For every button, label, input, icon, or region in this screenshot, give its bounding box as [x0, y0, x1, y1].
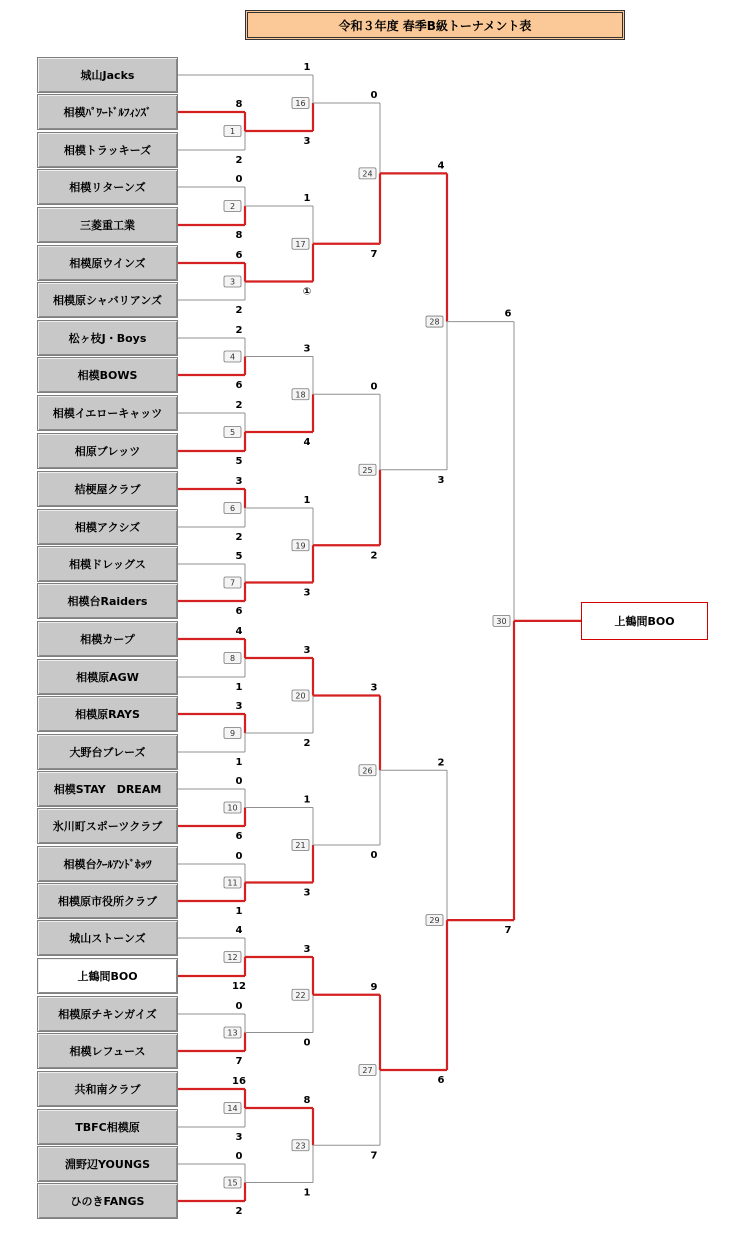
match-number: 11 [227, 878, 238, 888]
match-number: 24 [362, 169, 373, 179]
score-label: 3 [235, 1132, 243, 1143]
team-box: 相模原チキンガイズ [37, 996, 178, 1032]
team-box: 氷川町スポーツクラブ [37, 808, 178, 844]
team-box: 相模原シャバリアンズ [37, 282, 178, 318]
score-label: 1 [303, 62, 311, 73]
match-number: 16 [295, 99, 306, 108]
team-box: 上鶴間BOO [37, 958, 178, 994]
team-box: 相模カープ [37, 621, 178, 657]
score-label: 3 [303, 887, 311, 899]
team-box: 相模ﾊﾟﾜｰﾄﾞﾙﾌｨﾝｽﾞ [37, 94, 178, 130]
team-box: 大野台ブレーズ [37, 734, 178, 770]
score-label: 6 [235, 831, 243, 842]
score-label: 0 [235, 174, 243, 185]
match-number: 30 [496, 616, 507, 626]
team-box: 相模台Raiders [37, 583, 178, 619]
team-box: 相模台ｸｰﾙｱﾝﾄﾞﾎｯﾂ [37, 846, 178, 882]
score-label: 2 [235, 400, 243, 411]
score-label: 7 [370, 1150, 378, 1162]
score-label: 3 [437, 474, 445, 486]
score-label: 6 [504, 308, 512, 320]
team-box: ひのきFANGS [37, 1183, 178, 1219]
team-box: 淵野辺YOUNGS [37, 1146, 178, 1182]
score-label: 3 [303, 587, 311, 599]
match-number: 2 [229, 202, 236, 211]
team-box: TBFC相模原 [37, 1109, 178, 1145]
team-box: 松ヶ枝J・Boys [37, 320, 178, 356]
team-box: 相模イエローキャッツ [37, 395, 178, 431]
score-label: 0 [370, 850, 378, 861]
match-number: 21 [295, 841, 306, 850]
match-number: 20 [295, 691, 306, 701]
match-number: 28 [429, 317, 440, 327]
team-box: 桔梗屋クラブ [37, 471, 178, 507]
team-box: 相模レフュース [37, 1033, 178, 1069]
match-number: 3 [229, 277, 236, 287]
score-label: 0 [235, 851, 243, 862]
match-number: 22 [295, 990, 306, 1000]
score-label: 3 [370, 682, 378, 694]
score-label: 2 [235, 1206, 243, 1217]
team-box: 相模ドレッグス [37, 546, 178, 582]
score-label: 3 [235, 476, 243, 487]
score-label: 4 [235, 925, 243, 936]
team-box: 相原ブレッツ [37, 433, 178, 469]
score-label: 5 [235, 551, 243, 562]
match-number: 8 [229, 654, 236, 663]
match-number: 12 [227, 953, 238, 962]
champion-box: 上鶴間BOO [581, 602, 708, 640]
score-label: 4 [303, 437, 311, 448]
score-label: 1 [235, 682, 243, 693]
score-label: 1 [303, 495, 311, 506]
score-label: 0 [235, 1151, 243, 1162]
score-label: 3 [303, 645, 311, 656]
team-box: 相模原ウインズ [37, 245, 178, 281]
score-label: 6 [235, 380, 243, 391]
score-label: 6 [235, 606, 243, 617]
score-label: 3 [303, 944, 311, 955]
team-box: 相模原市役所クラブ [37, 883, 178, 919]
score-label: 6 [235, 250, 243, 261]
score-label: 0 [370, 381, 378, 393]
match-number: 17 [295, 239, 306, 249]
score-label: 7 [235, 1056, 243, 1067]
score-label: 8 [235, 99, 243, 110]
score-label: 4 [437, 160, 445, 172]
score-label: 1 [235, 757, 243, 768]
score-label: 2 [235, 325, 243, 336]
score-label: 3 [303, 136, 311, 147]
match-number: 4 [229, 352, 236, 362]
match-number: 25 [362, 465, 373, 475]
score-label: 2 [370, 550, 378, 562]
score-label: 6 [437, 1075, 445, 1086]
score-label: 3 [235, 701, 243, 712]
match-number: 1 [229, 127, 236, 136]
match-number: 10 [227, 803, 238, 813]
team-box: 相模トラッキーズ [37, 132, 178, 168]
match-number: 6 [229, 504, 236, 513]
match-number: 19 [295, 541, 306, 551]
match-number: 27 [362, 1066, 373, 1075]
team-box: 城山Jacks [37, 57, 178, 93]
match-number: 15 [227, 1178, 238, 1188]
team-box: 三菱重工業 [37, 207, 178, 243]
score-label: 7 [504, 925, 512, 937]
score-label: 1 [235, 906, 243, 917]
score-label: 8 [303, 1095, 311, 1106]
score-label: ① [302, 286, 312, 298]
match-number: 23 [295, 1141, 306, 1151]
score-label: 0 [303, 1037, 311, 1049]
team-box: 城山ストーンズ [37, 920, 178, 956]
match-number: 14 [227, 1104, 238, 1113]
match-number: 29 [429, 916, 440, 926]
score-label: 2 [235, 155, 243, 166]
match-number: 9 [229, 729, 236, 738]
team-box: 相模アクシズ [37, 509, 178, 545]
team-box: 相模STAY DREAM [37, 771, 178, 807]
team-box: 共和南クラブ [37, 1071, 178, 1107]
score-label: 16 [232, 1076, 246, 1087]
score-label: 0 [235, 1001, 243, 1012]
score-label: 2 [303, 738, 311, 749]
score-label: 1 [303, 794, 311, 806]
team-box: 相模原RAYS [37, 696, 178, 732]
score-label: 3 [303, 343, 311, 355]
score-label: 9 [370, 981, 378, 993]
score-label: 1 [303, 193, 311, 204]
score-label: 0 [235, 776, 243, 787]
score-label: 12 [232, 981, 246, 992]
score-label: 2 [235, 305, 243, 316]
score-label: 1 [303, 1187, 311, 1199]
match-number: 26 [362, 766, 373, 776]
score-label: 8 [235, 230, 243, 241]
score-label: 5 [235, 456, 243, 467]
score-label: 2 [235, 532, 243, 543]
match-number: 13 [227, 1028, 238, 1038]
match-number: 5 [229, 428, 236, 437]
team-box: 相模リターンズ [37, 169, 178, 205]
match-number: 7 [229, 578, 236, 588]
score-label: 4 [235, 626, 243, 637]
score-label: 2 [437, 757, 445, 769]
team-box: 相模原AGW [37, 659, 178, 695]
score-label: 7 [370, 248, 378, 260]
tournament-title: 令和３年度 春季B級トーナメント表 [245, 10, 625, 40]
score-label: 0 [370, 90, 378, 101]
match-number: 18 [295, 390, 306, 400]
team-box: 相模BOWS [37, 357, 178, 393]
